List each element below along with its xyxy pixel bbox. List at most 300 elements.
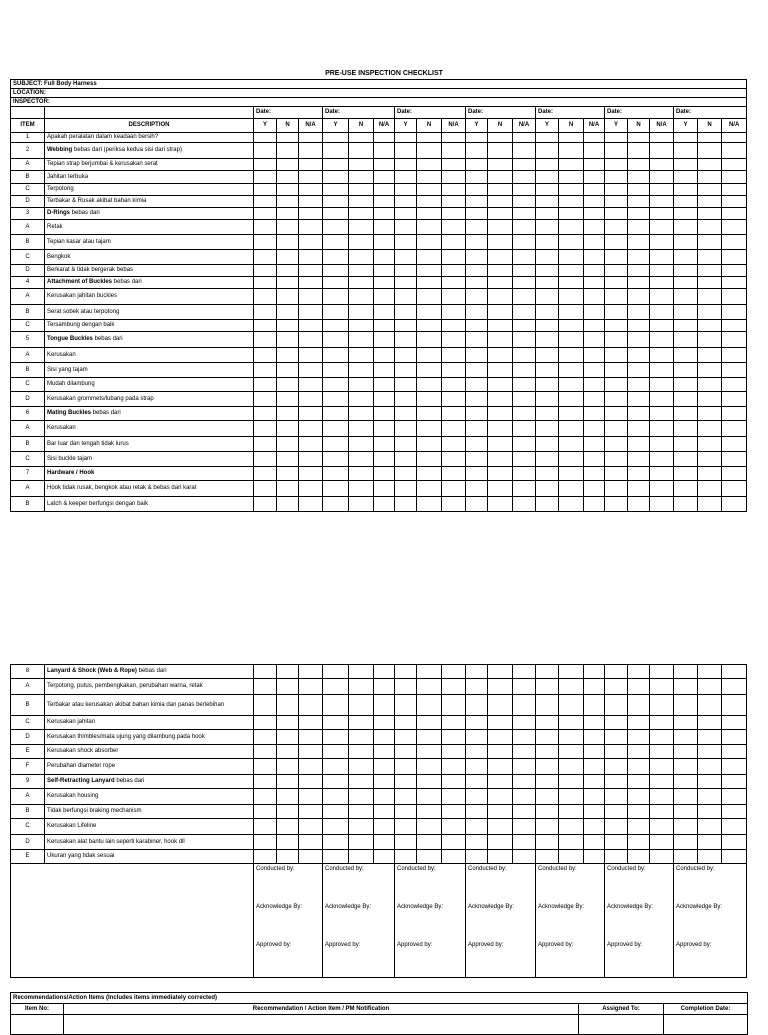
check-cell[interactable] <box>559 745 584 759</box>
check-cell[interactable] <box>722 497 747 512</box>
check-cell[interactable] <box>628 775 650 789</box>
check-cell[interactable] <box>559 171 584 184</box>
check-cell[interactable] <box>674 407 698 421</box>
check-cell[interactable] <box>628 171 650 184</box>
check-cell[interactable] <box>349 378 374 392</box>
signature-field[interactable]: Conducted by: <box>605 864 674 902</box>
rec-cell[interactable] <box>579 1015 664 1035</box>
check-cell[interactable] <box>488 850 513 864</box>
check-cell[interactable] <box>299 775 323 789</box>
check-cell[interactable] <box>277 695 299 716</box>
check-cell[interactable] <box>417 730 442 745</box>
check-cell[interactable] <box>513 250 536 265</box>
check-cell[interactable] <box>395 789 417 805</box>
check-cell[interactable] <box>374 759 395 775</box>
check-cell[interactable] <box>466 235 488 250</box>
check-cell[interactable] <box>605 265 628 277</box>
check-cell[interactable] <box>395 805 417 819</box>
check-cell[interactable] <box>323 716 349 730</box>
check-cell[interactable] <box>698 421 722 437</box>
check-cell[interactable] <box>349 250 374 265</box>
check-cell[interactable] <box>277 133 299 143</box>
check-cell[interactable] <box>628 665 650 679</box>
check-cell[interactable] <box>674 220 698 235</box>
check-cell[interactable] <box>417 196 442 208</box>
check-cell[interactable] <box>559 220 584 235</box>
check-cell[interactable] <box>628 805 650 819</box>
check-cell[interactable] <box>722 467 747 481</box>
check-cell[interactable] <box>374 805 395 819</box>
check-cell[interactable] <box>513 348 536 363</box>
signature-field[interactable]: Acknowledge By: <box>323 902 395 940</box>
check-cell[interactable] <box>349 133 374 143</box>
check-cell[interactable] <box>536 171 559 184</box>
check-cell[interactable] <box>674 695 698 716</box>
check-cell[interactable] <box>513 363 536 378</box>
check-cell[interactable] <box>584 437 605 452</box>
check-cell[interactable] <box>584 421 605 437</box>
check-cell[interactable] <box>584 184 605 196</box>
check-cell[interactable] <box>722 775 747 789</box>
check-cell[interactable] <box>488 805 513 819</box>
check-cell[interactable] <box>628 437 650 452</box>
check-cell[interactable] <box>536 730 559 745</box>
check-cell[interactable] <box>254 775 277 789</box>
check-cell[interactable] <box>605 775 628 789</box>
check-cell[interactable] <box>374 481 395 497</box>
check-cell[interactable] <box>466 196 488 208</box>
check-cell[interactable] <box>628 759 650 775</box>
check-cell[interactable] <box>299 159 323 171</box>
check-cell[interactable] <box>277 392 299 407</box>
check-cell[interactable] <box>698 289 722 305</box>
check-cell[interactable] <box>584 805 605 819</box>
check-cell[interactable] <box>277 716 299 730</box>
check-cell[interactable] <box>674 305 698 320</box>
check-cell[interactable] <box>513 789 536 805</box>
check-cell[interactable] <box>488 289 513 305</box>
check-cell[interactable] <box>559 235 584 250</box>
check-cell[interactable] <box>442 695 466 716</box>
check-cell[interactable] <box>395 679 417 695</box>
check-cell[interactable] <box>299 363 323 378</box>
check-cell[interactable] <box>466 679 488 695</box>
check-cell[interactable] <box>584 467 605 481</box>
check-cell[interactable] <box>277 265 299 277</box>
check-cell[interactable] <box>254 348 277 363</box>
check-cell[interactable] <box>605 745 628 759</box>
check-cell[interactable] <box>417 745 442 759</box>
check-cell[interactable] <box>466 289 488 305</box>
check-cell[interactable] <box>722 305 747 320</box>
check-cell[interactable] <box>628 850 650 864</box>
check-cell[interactable] <box>395 305 417 320</box>
check-cell[interactable] <box>323 452 349 467</box>
check-cell[interactable] <box>349 407 374 421</box>
check-cell[interactable] <box>650 481 674 497</box>
check-cell[interactable] <box>605 171 628 184</box>
signature-field[interactable]: Acknowledge By: <box>254 902 323 940</box>
check-cell[interactable] <box>628 332 650 348</box>
check-cell[interactable] <box>299 208 323 220</box>
check-cell[interactable] <box>559 665 584 679</box>
check-cell[interactable] <box>417 208 442 220</box>
check-cell[interactable] <box>488 467 513 481</box>
check-cell[interactable] <box>559 789 584 805</box>
check-cell[interactable] <box>559 208 584 220</box>
check-cell[interactable] <box>254 143 277 159</box>
signature-field[interactable]: Conducted by: <box>395 864 466 902</box>
check-cell[interactable] <box>417 171 442 184</box>
check-cell[interactable] <box>442 332 466 348</box>
check-cell[interactable] <box>442 437 466 452</box>
check-cell[interactable] <box>605 497 628 512</box>
check-cell[interactable] <box>513 289 536 305</box>
check-cell[interactable] <box>374 196 395 208</box>
check-cell[interactable] <box>698 481 722 497</box>
check-cell[interactable] <box>584 159 605 171</box>
check-cell[interactable] <box>349 159 374 171</box>
check-cell[interactable] <box>605 481 628 497</box>
check-cell[interactable] <box>299 407 323 421</box>
check-cell[interactable] <box>584 332 605 348</box>
check-cell[interactable] <box>722 320 747 332</box>
check-cell[interactable] <box>488 452 513 467</box>
check-cell[interactable] <box>374 467 395 481</box>
rec-cell[interactable] <box>664 1015 748 1035</box>
check-cell[interactable] <box>323 277 349 289</box>
check-cell[interactable] <box>374 348 395 363</box>
check-cell[interactable] <box>442 220 466 235</box>
check-cell[interactable] <box>277 159 299 171</box>
check-cell[interactable] <box>395 716 417 730</box>
check-cell[interactable] <box>698 348 722 363</box>
check-cell[interactable] <box>605 220 628 235</box>
date-field[interactable]: Date: <box>466 107 536 119</box>
check-cell[interactable] <box>605 850 628 864</box>
check-cell[interactable] <box>374 184 395 196</box>
check-cell[interactable] <box>254 716 277 730</box>
check-cell[interactable] <box>466 363 488 378</box>
check-cell[interactable] <box>536 679 559 695</box>
signature-field[interactable]: Acknowledge By: <box>466 902 536 940</box>
check-cell[interactable] <box>442 716 466 730</box>
check-cell[interactable] <box>605 392 628 407</box>
check-cell[interactable] <box>323 679 349 695</box>
check-cell[interactable] <box>442 250 466 265</box>
check-cell[interactable] <box>323 171 349 184</box>
check-cell[interactable] <box>442 745 466 759</box>
check-cell[interactable] <box>605 332 628 348</box>
check-cell[interactable] <box>584 481 605 497</box>
check-cell[interactable] <box>559 320 584 332</box>
check-cell[interactable] <box>374 745 395 759</box>
check-cell[interactable] <box>442 819 466 835</box>
check-cell[interactable] <box>417 437 442 452</box>
check-cell[interactable] <box>513 421 536 437</box>
check-cell[interactable] <box>628 196 650 208</box>
check-cell[interactable] <box>628 305 650 320</box>
check-cell[interactable] <box>442 171 466 184</box>
check-cell[interactable] <box>584 407 605 421</box>
check-cell[interactable] <box>299 171 323 184</box>
check-cell[interactable] <box>536 695 559 716</box>
check-cell[interactable] <box>442 665 466 679</box>
check-cell[interactable] <box>442 289 466 305</box>
check-cell[interactable] <box>650 171 674 184</box>
check-cell[interactable] <box>722 159 747 171</box>
check-cell[interactable] <box>442 159 466 171</box>
check-cell[interactable] <box>395 378 417 392</box>
check-cell[interactable] <box>442 789 466 805</box>
check-cell[interactable] <box>722 437 747 452</box>
check-cell[interactable] <box>584 679 605 695</box>
check-cell[interactable] <box>395 665 417 679</box>
check-cell[interactable] <box>513 320 536 332</box>
check-cell[interactable] <box>466 421 488 437</box>
check-cell[interactable] <box>584 320 605 332</box>
check-cell[interactable] <box>466 835 488 850</box>
check-cell[interactable] <box>374 452 395 467</box>
check-cell[interactable] <box>374 378 395 392</box>
check-cell[interactable] <box>374 235 395 250</box>
check-cell[interactable] <box>536 250 559 265</box>
check-cell[interactable] <box>536 789 559 805</box>
signature-field[interactable]: Conducted by: <box>466 864 536 902</box>
check-cell[interactable] <box>442 208 466 220</box>
check-cell[interactable] <box>650 805 674 819</box>
check-cell[interactable] <box>650 348 674 363</box>
check-cell[interactable] <box>650 220 674 235</box>
check-cell[interactable] <box>374 679 395 695</box>
check-cell[interactable] <box>466 184 488 196</box>
check-cell[interactable] <box>488 159 513 171</box>
check-cell[interactable] <box>722 695 747 716</box>
check-cell[interactable] <box>417 235 442 250</box>
check-cell[interactable] <box>395 235 417 250</box>
check-cell[interactable] <box>650 452 674 467</box>
check-cell[interactable] <box>323 775 349 789</box>
check-cell[interactable] <box>722 835 747 850</box>
check-cell[interactable] <box>584 235 605 250</box>
check-cell[interactable] <box>466 332 488 348</box>
check-cell[interactable] <box>299 819 323 835</box>
check-cell[interactable] <box>349 348 374 363</box>
check-cell[interactable] <box>698 235 722 250</box>
signature-field[interactable]: Approved by: <box>466 940 536 978</box>
check-cell[interactable] <box>349 819 374 835</box>
check-cell[interactable] <box>722 392 747 407</box>
check-cell[interactable] <box>698 679 722 695</box>
check-cell[interactable] <box>277 320 299 332</box>
check-cell[interactable] <box>698 159 722 171</box>
check-cell[interactable] <box>698 850 722 864</box>
check-cell[interactable] <box>722 332 747 348</box>
check-cell[interactable] <box>559 695 584 716</box>
check-cell[interactable] <box>323 332 349 348</box>
check-cell[interactable] <box>674 332 698 348</box>
check-cell[interactable] <box>299 745 323 759</box>
check-cell[interactable] <box>417 305 442 320</box>
check-cell[interactable] <box>559 730 584 745</box>
check-cell[interactable] <box>559 184 584 196</box>
check-cell[interactable] <box>299 348 323 363</box>
check-cell[interactable] <box>559 133 584 143</box>
check-cell[interactable] <box>417 805 442 819</box>
check-cell[interactable] <box>559 437 584 452</box>
check-cell[interactable] <box>722 481 747 497</box>
check-cell[interactable] <box>674 277 698 289</box>
check-cell[interactable] <box>513 332 536 348</box>
signature-field[interactable]: Acknowledge By: <box>536 902 605 940</box>
check-cell[interactable] <box>722 196 747 208</box>
check-cell[interactable] <box>513 745 536 759</box>
check-cell[interactable] <box>513 143 536 159</box>
check-cell[interactable] <box>417 220 442 235</box>
check-cell[interactable] <box>323 196 349 208</box>
check-cell[interactable] <box>674 378 698 392</box>
check-cell[interactable] <box>513 716 536 730</box>
check-cell[interactable] <box>395 133 417 143</box>
check-cell[interactable] <box>605 407 628 421</box>
check-cell[interactable] <box>698 208 722 220</box>
check-cell[interactable] <box>488 235 513 250</box>
date-field[interactable]: Date: <box>323 107 395 119</box>
check-cell[interactable] <box>299 789 323 805</box>
check-cell[interactable] <box>559 819 584 835</box>
check-cell[interactable] <box>299 850 323 864</box>
check-cell[interactable] <box>605 665 628 679</box>
check-cell[interactable] <box>650 208 674 220</box>
check-cell[interactable] <box>674 250 698 265</box>
check-cell[interactable] <box>395 481 417 497</box>
check-cell[interactable] <box>536 392 559 407</box>
check-cell[interactable] <box>466 437 488 452</box>
check-cell[interactable] <box>374 208 395 220</box>
check-cell[interactable] <box>674 481 698 497</box>
check-cell[interactable] <box>674 184 698 196</box>
check-cell[interactable] <box>722 759 747 775</box>
check-cell[interactable] <box>323 265 349 277</box>
check-cell[interactable] <box>323 143 349 159</box>
check-cell[interactable] <box>584 850 605 864</box>
check-cell[interactable] <box>254 332 277 348</box>
check-cell[interactable] <box>628 378 650 392</box>
check-cell[interactable] <box>488 730 513 745</box>
check-cell[interactable] <box>488 305 513 320</box>
check-cell[interactable] <box>584 819 605 835</box>
check-cell[interactable] <box>395 452 417 467</box>
check-cell[interactable] <box>536 196 559 208</box>
check-cell[interactable] <box>442 835 466 850</box>
check-cell[interactable] <box>299 467 323 481</box>
check-cell[interactable] <box>254 220 277 235</box>
check-cell[interactable] <box>254 184 277 196</box>
check-cell[interactable] <box>584 289 605 305</box>
check-cell[interactable] <box>605 679 628 695</box>
check-cell[interactable] <box>513 695 536 716</box>
check-cell[interactable] <box>254 745 277 759</box>
check-cell[interactable] <box>299 437 323 452</box>
check-cell[interactable] <box>584 220 605 235</box>
check-cell[interactable] <box>417 789 442 805</box>
check-cell[interactable] <box>488 665 513 679</box>
check-cell[interactable] <box>628 835 650 850</box>
check-cell[interactable] <box>395 277 417 289</box>
check-cell[interactable] <box>559 289 584 305</box>
check-cell[interactable] <box>650 745 674 759</box>
check-cell[interactable] <box>349 437 374 452</box>
check-cell[interactable] <box>536 348 559 363</box>
check-cell[interactable] <box>650 196 674 208</box>
check-cell[interactable] <box>277 421 299 437</box>
check-cell[interactable] <box>584 208 605 220</box>
check-cell[interactable] <box>605 289 628 305</box>
check-cell[interactable] <box>466 277 488 289</box>
check-cell[interactable] <box>513 133 536 143</box>
signature-field[interactable]: Acknowledge By: <box>395 902 466 940</box>
check-cell[interactable] <box>488 759 513 775</box>
check-cell[interactable] <box>277 805 299 819</box>
check-cell[interactable] <box>254 452 277 467</box>
check-cell[interactable] <box>254 467 277 481</box>
check-cell[interactable] <box>488 143 513 159</box>
check-cell[interactable] <box>277 305 299 320</box>
check-cell[interactable] <box>536 265 559 277</box>
check-cell[interactable] <box>277 363 299 378</box>
check-cell[interactable] <box>536 716 559 730</box>
check-cell[interactable] <box>488 378 513 392</box>
check-cell[interactable] <box>299 289 323 305</box>
check-cell[interactable] <box>299 497 323 512</box>
check-cell[interactable] <box>374 305 395 320</box>
check-cell[interactable] <box>650 305 674 320</box>
check-cell[interactable] <box>374 730 395 745</box>
check-cell[interactable] <box>395 196 417 208</box>
check-cell[interactable] <box>374 143 395 159</box>
check-cell[interactable] <box>584 730 605 745</box>
check-cell[interactable] <box>722 143 747 159</box>
check-cell[interactable] <box>584 775 605 789</box>
check-cell[interactable] <box>442 392 466 407</box>
check-cell[interactable] <box>349 850 374 864</box>
check-cell[interactable] <box>323 850 349 864</box>
check-cell[interactable] <box>674 348 698 363</box>
check-cell[interactable] <box>466 716 488 730</box>
check-cell[interactable] <box>722 348 747 363</box>
check-cell[interactable] <box>674 679 698 695</box>
check-cell[interactable] <box>559 835 584 850</box>
check-cell[interactable] <box>349 481 374 497</box>
signature-field[interactable]: Approved by: <box>674 940 747 978</box>
check-cell[interactable] <box>559 421 584 437</box>
check-cell[interactable] <box>466 452 488 467</box>
check-cell[interactable] <box>674 759 698 775</box>
check-cell[interactable] <box>323 133 349 143</box>
check-cell[interactable] <box>395 265 417 277</box>
check-cell[interactable] <box>722 730 747 745</box>
check-cell[interactable] <box>605 716 628 730</box>
check-cell[interactable] <box>349 196 374 208</box>
check-cell[interactable] <box>513 265 536 277</box>
check-cell[interactable] <box>299 481 323 497</box>
check-cell[interactable] <box>722 277 747 289</box>
check-cell[interactable] <box>722 378 747 392</box>
check-cell[interactable] <box>323 184 349 196</box>
check-cell[interactable] <box>466 220 488 235</box>
check-cell[interactable] <box>277 481 299 497</box>
check-cell[interactable] <box>417 348 442 363</box>
